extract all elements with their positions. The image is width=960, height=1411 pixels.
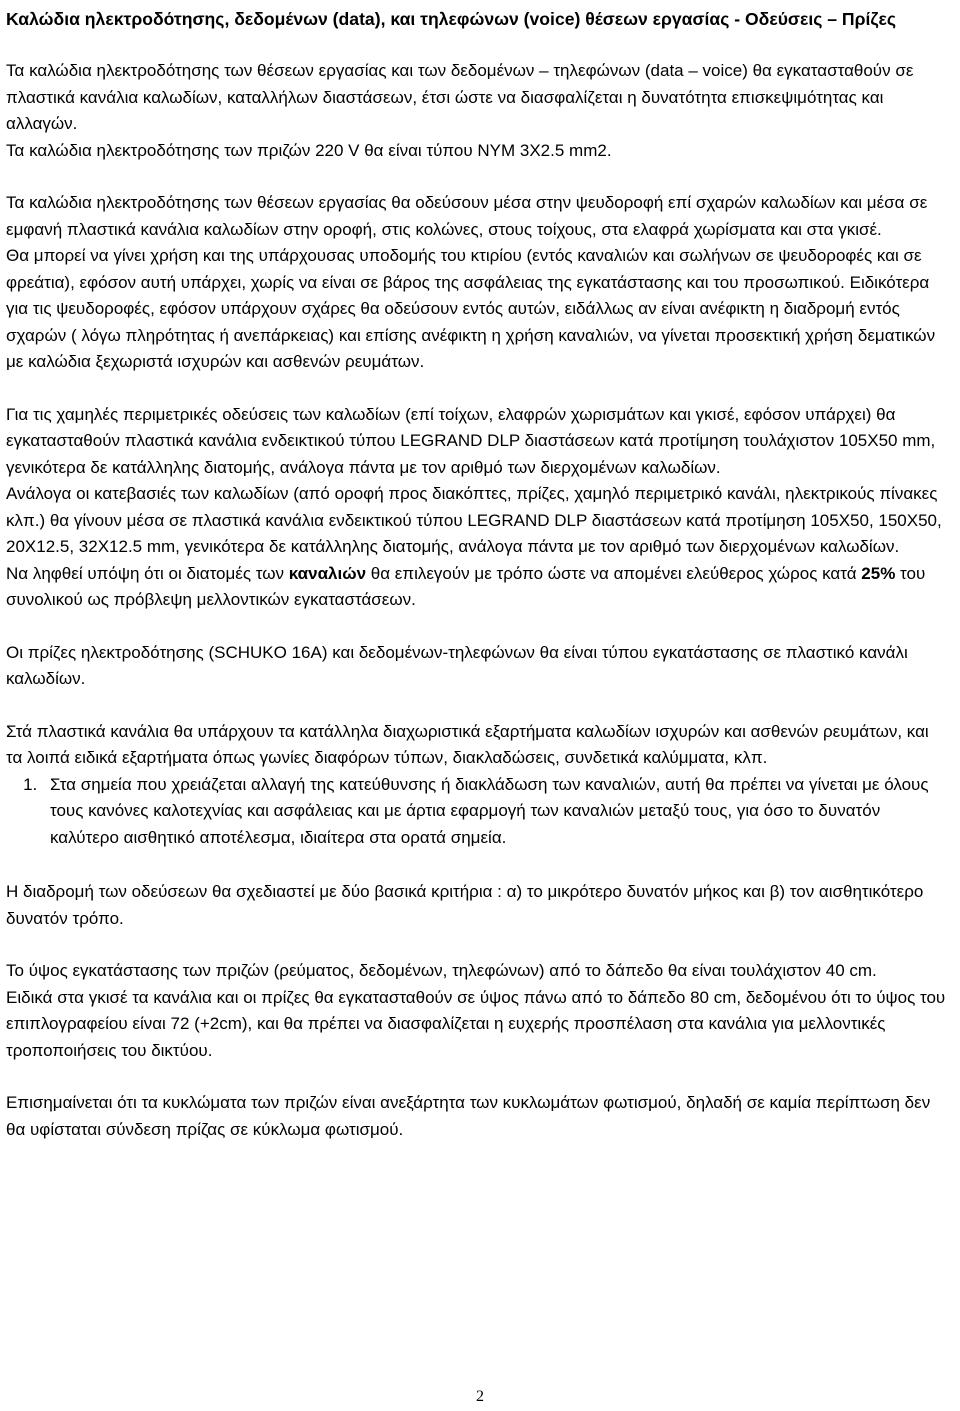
paragraph-socket-cable-type: Τα καλώδια ηλεκτροδότησης των πριζών 220 V θα είναι τύπου NYM 3X2.5 mm2. xyxy=(6,140,612,160)
paragraph-spare-capacity: Να ληφθεί υπόψη ότι οι διατομές των καναλιών θα επιλεγούν με τρόπο ώστε να απομένει ελεύθερος χώρος κατά 25% του συνολικού ως πρόβλεψη μελλοντικών εγκαταστάσεων. xyxy=(6,563,926,609)
paragraph-cable-routing: Τα καλώδια ηλεκτροδότησης των θέσεων εργασίας θα οδεύσουν μέσα στην ψευδοροφή επί σχαρών καλωδίων και μέσα σε εμφανή πλαστικά κανάλια καλωδίων στην οροφή, στις κολώνες, στους τοίχους, στα ελαφρά χωρίσματα και στα γκισέ. xyxy=(6,193,928,239)
paragraph-vertical-drops: Ανάλογα οι κατεβασιές των καλωδίων (από οροφή προς διακόπτες, πρίζες, χαμηλό περιμετρικό κανάλι, ηλεκτρικούς πίνακες κλπ.) θα γίνουν μέσα σε πλαστικά κανάλια ενδεικτικού τύπου LEGRAND DLP διαστάσεων κατά προτίμηση 105X50, 150X50, 20X12.5, 32X12.5 mm, γενικότερα δε κατάλληλης διατομής, ανάλογα πάντα με τον αριθμό των διερχομένων καλωδίων. xyxy=(6,484,942,556)
paragraph-cable-channels: Τα καλώδια ηλεκτροδότησης των θέσεων εργασίας και των δεδομένων – τηλεφώνων (data – voice) θα εγκατασταθούν σε πλαστικά κανάλια καλωδίων, καταλλήλων διαστάσεων, έτσι ώστε να διασφαλίζεται η δυνατότητα επισκεψιμότητας και αλλαγών. xyxy=(6,61,914,133)
section-title: Καλώδια ηλεκτροδότησης, δεδομένων (data), και τηλεφώνων (voice) θέσεων εργασίας - Οδεύσεις – Πρίζες xyxy=(6,9,896,29)
page-number: 2 xyxy=(476,1388,484,1405)
paragraph-socket-types: Οι πρίζες ηλεκτροδότησης (SCHUKO 16A) και δεδομένων-τηλεφώνων θα είναι τύπου εγκατάστασης σε πλαστικό κανάλι καλωδίων. xyxy=(6,642,908,688)
paragraph-route-criteria: Η διαδρομή των οδεύσεων θα σχεδιαστεί με δύο βασικά κριτήρια : α) το μικρότερο δυνατόν μήκος και β) τον αισθητικότερο δυνατόν τρόπο. xyxy=(6,882,924,928)
paragraph-circuit-separation: Επισημαίνεται ότι τα κυκλώματα των πριζών είναι ανεξάρτητα των κυκλωμάτων φωτισμού, δηλαδή σε καμία περίπτωση δεν θα υφίσταται σύνδεση πρίζας σε κύκλωμα φωτισμού. xyxy=(6,1093,931,1139)
paragraph-counter-height: Ειδικά στα γκισέ τα κανάλια και οι πρίζες θα εγκατασταθούν σε ύψος πάνω από το δάπεδο 80 cm, δεδομένου ότι το ύψος του επιπλογραφείου είναι 72 (+2cm), και θα πρέπει να διασφαλίζεται η ευχερής προσπέλαση στα κανάλια για μελλοντικές τροποποιήσεις του δικτύου. xyxy=(6,987,946,1060)
paragraph-socket-height: Το ύψος εγκατάστασης των πριζών (ρεύματος, δεδομένων, τηλεφώνων) από το δάπεδο θα είναι τουλάχιστον 40 cm. xyxy=(6,961,877,980)
paragraph-channel-accessories: Στά πλαστικά κανάλια θα υπάρχουν τα κατάλληλα διαχωριστικά εξαρτήματα καλωδίων ισχυρών και ασθενών ρευμάτων, και τα λοιπά ειδικά εξαρτήματα όπως γωνίες διαφόρων τύπων, διακλαδώσεις, συνδετικά καλύμματα, κλπ. xyxy=(6,721,929,767)
numbered-list xyxy=(6,772,946,852)
paragraph-perimeter-channels: Για τις χαμηλές περιμετρικές οδεύσεις των καλωδίων (επί τοίχων, ελαφρών χωρισμάτων και γκισέ, εφόσον υπάρχει) θα εγκατασταθούν πλαστικά κανάλια ενδεικτικού τύπου LEGRAND DLP διαστάσεων κατά προτίμηση τουλάχιστον 105X50 mm, γενικότερα δε κατάλληλης διατομής, ανάλογα πάντα με τον αριθμό των διερχομένων καλωδίων. xyxy=(6,404,936,477)
paragraph-existing-infrastructure: Θα μπορεί να γίνει χρήση και της υπάρχουσας υποδομής του κτιρίου (εντός καναλιών και σωλήνων σε ψευδοροφές και σε φρεάτια), εφόσον αυτή υπάρχει, χωρίς να είναι σε βάρος της ασφάλειας της εγκατάστασης και του προσωπικού. Ειδικότερα για τις ψευδοροφές, εφόσον υπάρχουν σχάρες θα οδεύσουν εντός αυτών, ειδάλλως αν είναι ανέφικτη η διαδρομή εντός σχαρών ( λόγω πληρότητας ή ανεπάρκειας) και επίσης ανέφικτη η χρήση καναλιών, να γίνεται προσεκτική χρήση δεματικών με καλώδια ξεχωριστά ισχυρών και ασθενών ρευμάτων. xyxy=(6,246,936,371)
emphasis-percentage: 25% xyxy=(861,563,896,583)
emphasis-channels: καναλιών xyxy=(288,563,367,583)
list-item: 1. Στα σημεία που χρειάζεται αλλαγή της κατεύθυνσης ή διακλάδωση των καναλιών, αυτή θα πρέπει να γίνεται με όλους τους κανόνες καλοτεχνίας και ασφάλειας και με άρτια εφαρμογή των καναλιών μεταξύ τους, για όσο το δυνατόν καλύτερο αισθητικό αποτέλεσμα, ιδιαίτερα στα ορατά σημεία. xyxy=(42,772,946,852)
